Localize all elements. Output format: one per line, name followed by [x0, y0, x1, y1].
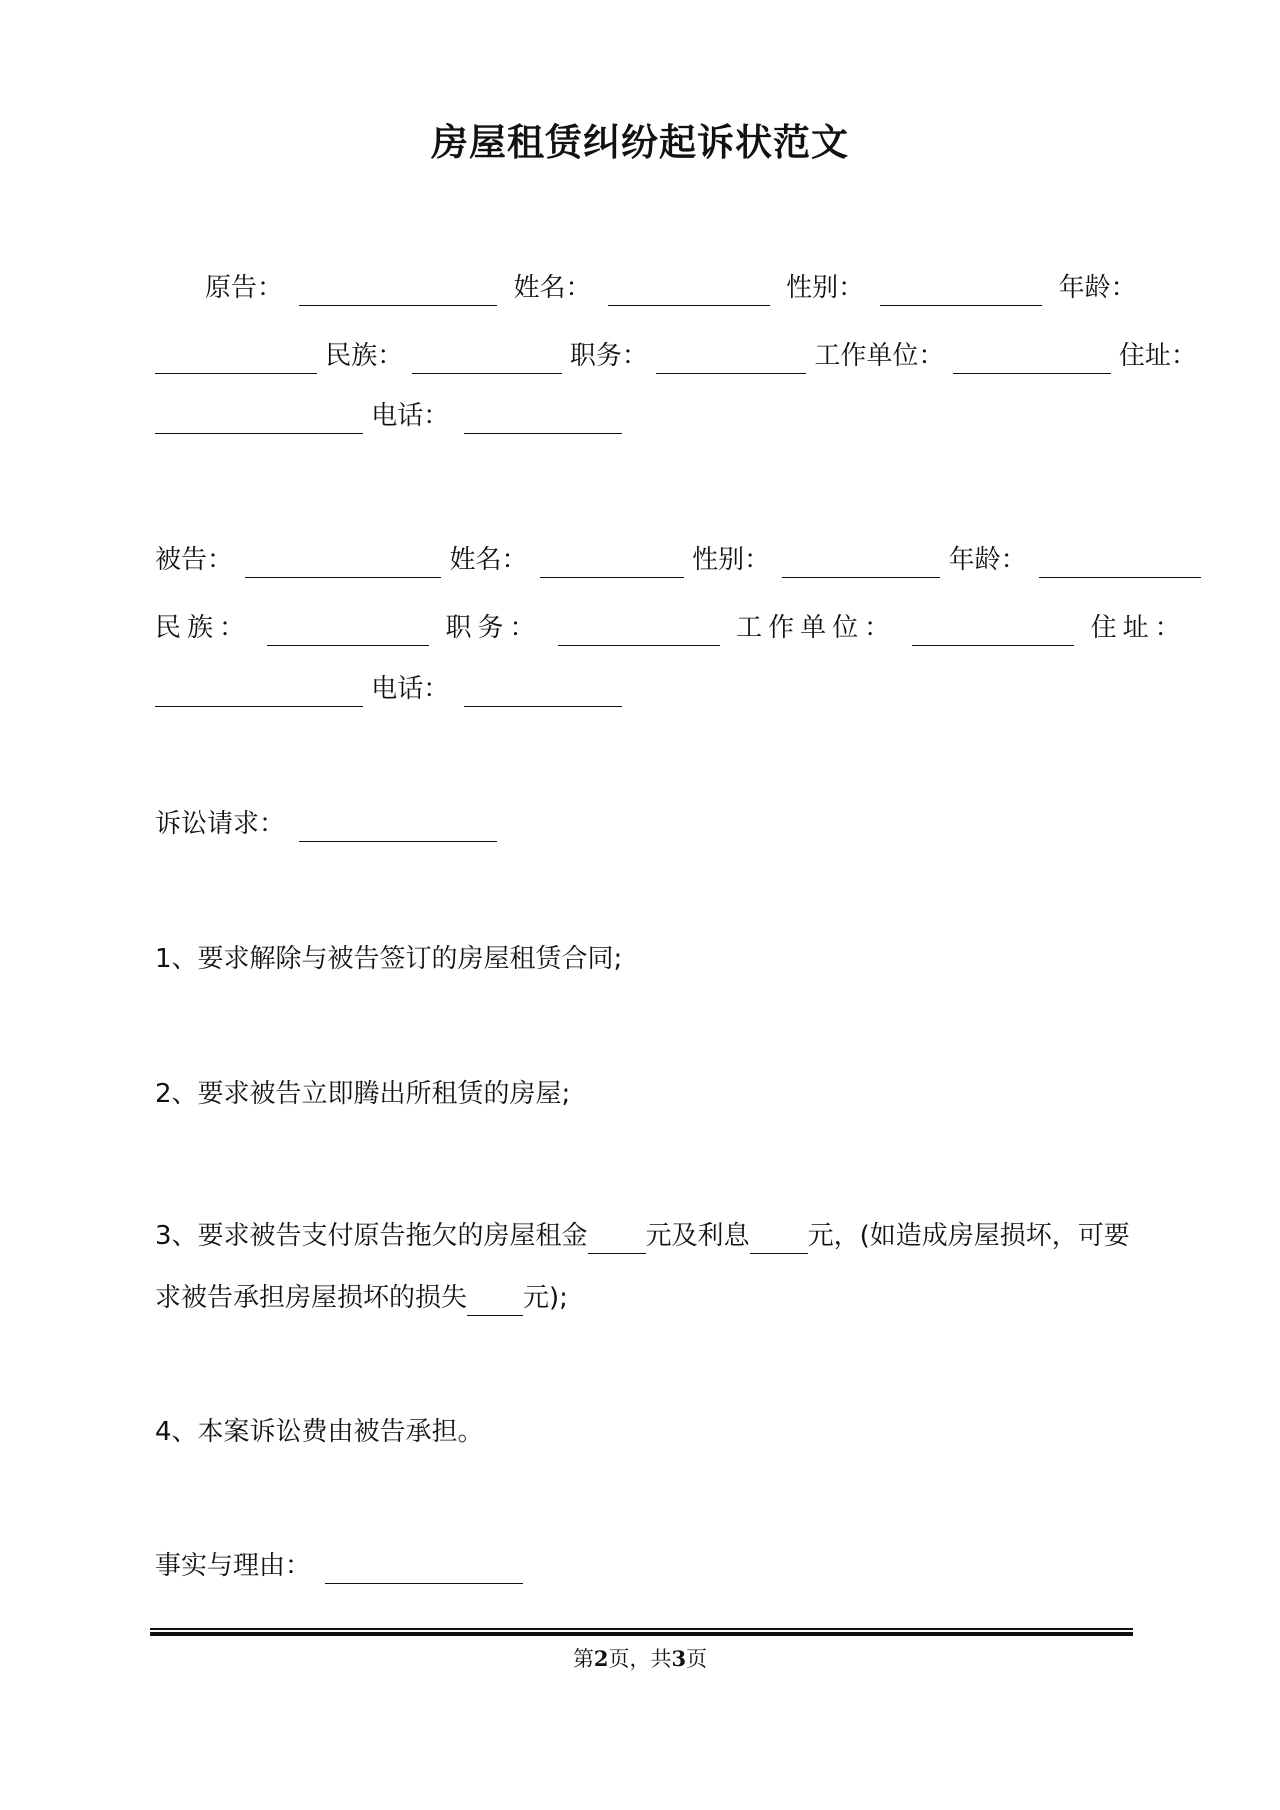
- defendant-age-label: 年龄：: [948, 545, 1027, 575]
- page-number: [0, 1643, 1280, 1673]
- plaintiff-address-label: 住址：: [1118, 341, 1197, 371]
- footer-divider-thick: [150, 1632, 1133, 1636]
- claim-item-3-text-c: 元，(如造成房屋损坏，可要: [807, 1221, 1130, 1251]
- claim-item-3-line-2: [155, 1280, 568, 1316]
- defendant-phone-blank[interactable]: [464, 676, 622, 707]
- defendant-blank[interactable]: [245, 547, 441, 578]
- defendant-name-blank[interactable]: [540, 547, 684, 578]
- facts-blank[interactable]: [325, 1553, 523, 1584]
- defendant-name-label: 姓名：: [449, 545, 528, 575]
- defendant-workplace-blank[interactable]: [912, 615, 1074, 646]
- defendant-gender-label: 性别：: [692, 545, 771, 575]
- plaintiff-gender-label: 性别：: [786, 273, 865, 303]
- plaintiff-ethnicity-blank[interactable]: [412, 343, 562, 374]
- facts-heading: 事实与理由：: [155, 1551, 312, 1581]
- plaintiff-phone-blank[interactable]: [464, 403, 622, 434]
- claim-item-1: 1、要求解除与被告签订的房屋租赁合同;: [155, 944, 623, 974]
- page-title: 房屋租赁纠纷起诉状范文: [431, 121, 849, 164]
- plaintiff-line-1: [205, 270, 1137, 306]
- total-pages: 3: [671, 1646, 687, 1671]
- defendant-position-blank[interactable]: [558, 615, 720, 646]
- defendant-phone-label: 电话：: [371, 674, 450, 704]
- defendant-age-blank[interactable]: [1039, 547, 1201, 578]
- current-page: 2: [593, 1646, 609, 1671]
- defendant-position-label: 职务：: [445, 613, 542, 643]
- defendant-line-3: [155, 671, 622, 707]
- plaintiff-line-3: [155, 398, 622, 434]
- defendant-ethnicity-label: 民族：: [155, 613, 252, 643]
- defendant-ethnicity-blank[interactable]: [267, 615, 429, 646]
- defendant-line-1: [155, 542, 1201, 578]
- plaintiff-workplace-label: 工作单位：: [814, 341, 945, 371]
- plaintiff-name-blank[interactable]: [608, 275, 770, 306]
- claims-heading: 诉讼请求：: [155, 809, 286, 839]
- claims-heading-line: [155, 806, 497, 842]
- claim-item-3-line-1: [155, 1218, 1130, 1254]
- defendant-address-label: 住址：: [1090, 613, 1187, 643]
- plaintiff-age-label: 年龄：: [1058, 273, 1137, 303]
- claim-item-3-text-d: 求被告承担房屋损坏的损失: [155, 1283, 468, 1313]
- plaintiff-phone-label: 电话：: [371, 401, 450, 431]
- damage-amount-blank[interactable]: [467, 1285, 523, 1316]
- plaintiff-age-blank[interactable]: [155, 343, 317, 374]
- claim-item-3-text-e: 元);: [523, 1283, 568, 1313]
- plaintiff-address-blank[interactable]: [155, 403, 363, 434]
- plaintiff-line-2: [155, 338, 1197, 374]
- plaintiff-ethnicity-label: 民族：: [325, 341, 404, 371]
- rent-amount-blank[interactable]: [588, 1223, 646, 1254]
- claim-item-2: 2、要求被告立即腾出所租赁的房屋;: [155, 1079, 571, 1109]
- claim-item-3-text-b: 元及利息: [645, 1221, 750, 1251]
- page-number-middle: 页，共: [608, 1647, 672, 1671]
- claim-item-3-text-a: 3、要求被告支付原告拖欠的房屋租金: [155, 1221, 588, 1251]
- claim-item-4: 4、本案诉讼费由被告承担。: [155, 1417, 484, 1447]
- defendant-line-2: [155, 610, 1187, 646]
- facts-heading-line: [155, 1548, 523, 1584]
- page-number-suffix: 页: [686, 1647, 708, 1671]
- plaintiff-gender-blank[interactable]: [880, 275, 1042, 306]
- defendant-workplace-label: 工作单位：: [736, 613, 897, 643]
- plaintiff-workplace-blank[interactable]: [953, 343, 1111, 374]
- plaintiff-position-label: 职务：: [569, 341, 648, 371]
- defendant-label: 被告：: [155, 545, 234, 575]
- interest-amount-blank[interactable]: [750, 1223, 808, 1254]
- plaintiff-position-blank[interactable]: [656, 343, 806, 374]
- plaintiff-label: 原告：: [205, 273, 284, 303]
- claims-blank[interactable]: [299, 811, 497, 842]
- footer-divider-thin: [150, 1628, 1133, 1630]
- page-number-prefix: 第: [572, 1647, 594, 1671]
- defendant-gender-blank[interactable]: [782, 547, 940, 578]
- plaintiff-blank[interactable]: [299, 275, 497, 306]
- plaintiff-name-label: 姓名：: [513, 273, 592, 303]
- defendant-address-blank[interactable]: [155, 676, 363, 707]
